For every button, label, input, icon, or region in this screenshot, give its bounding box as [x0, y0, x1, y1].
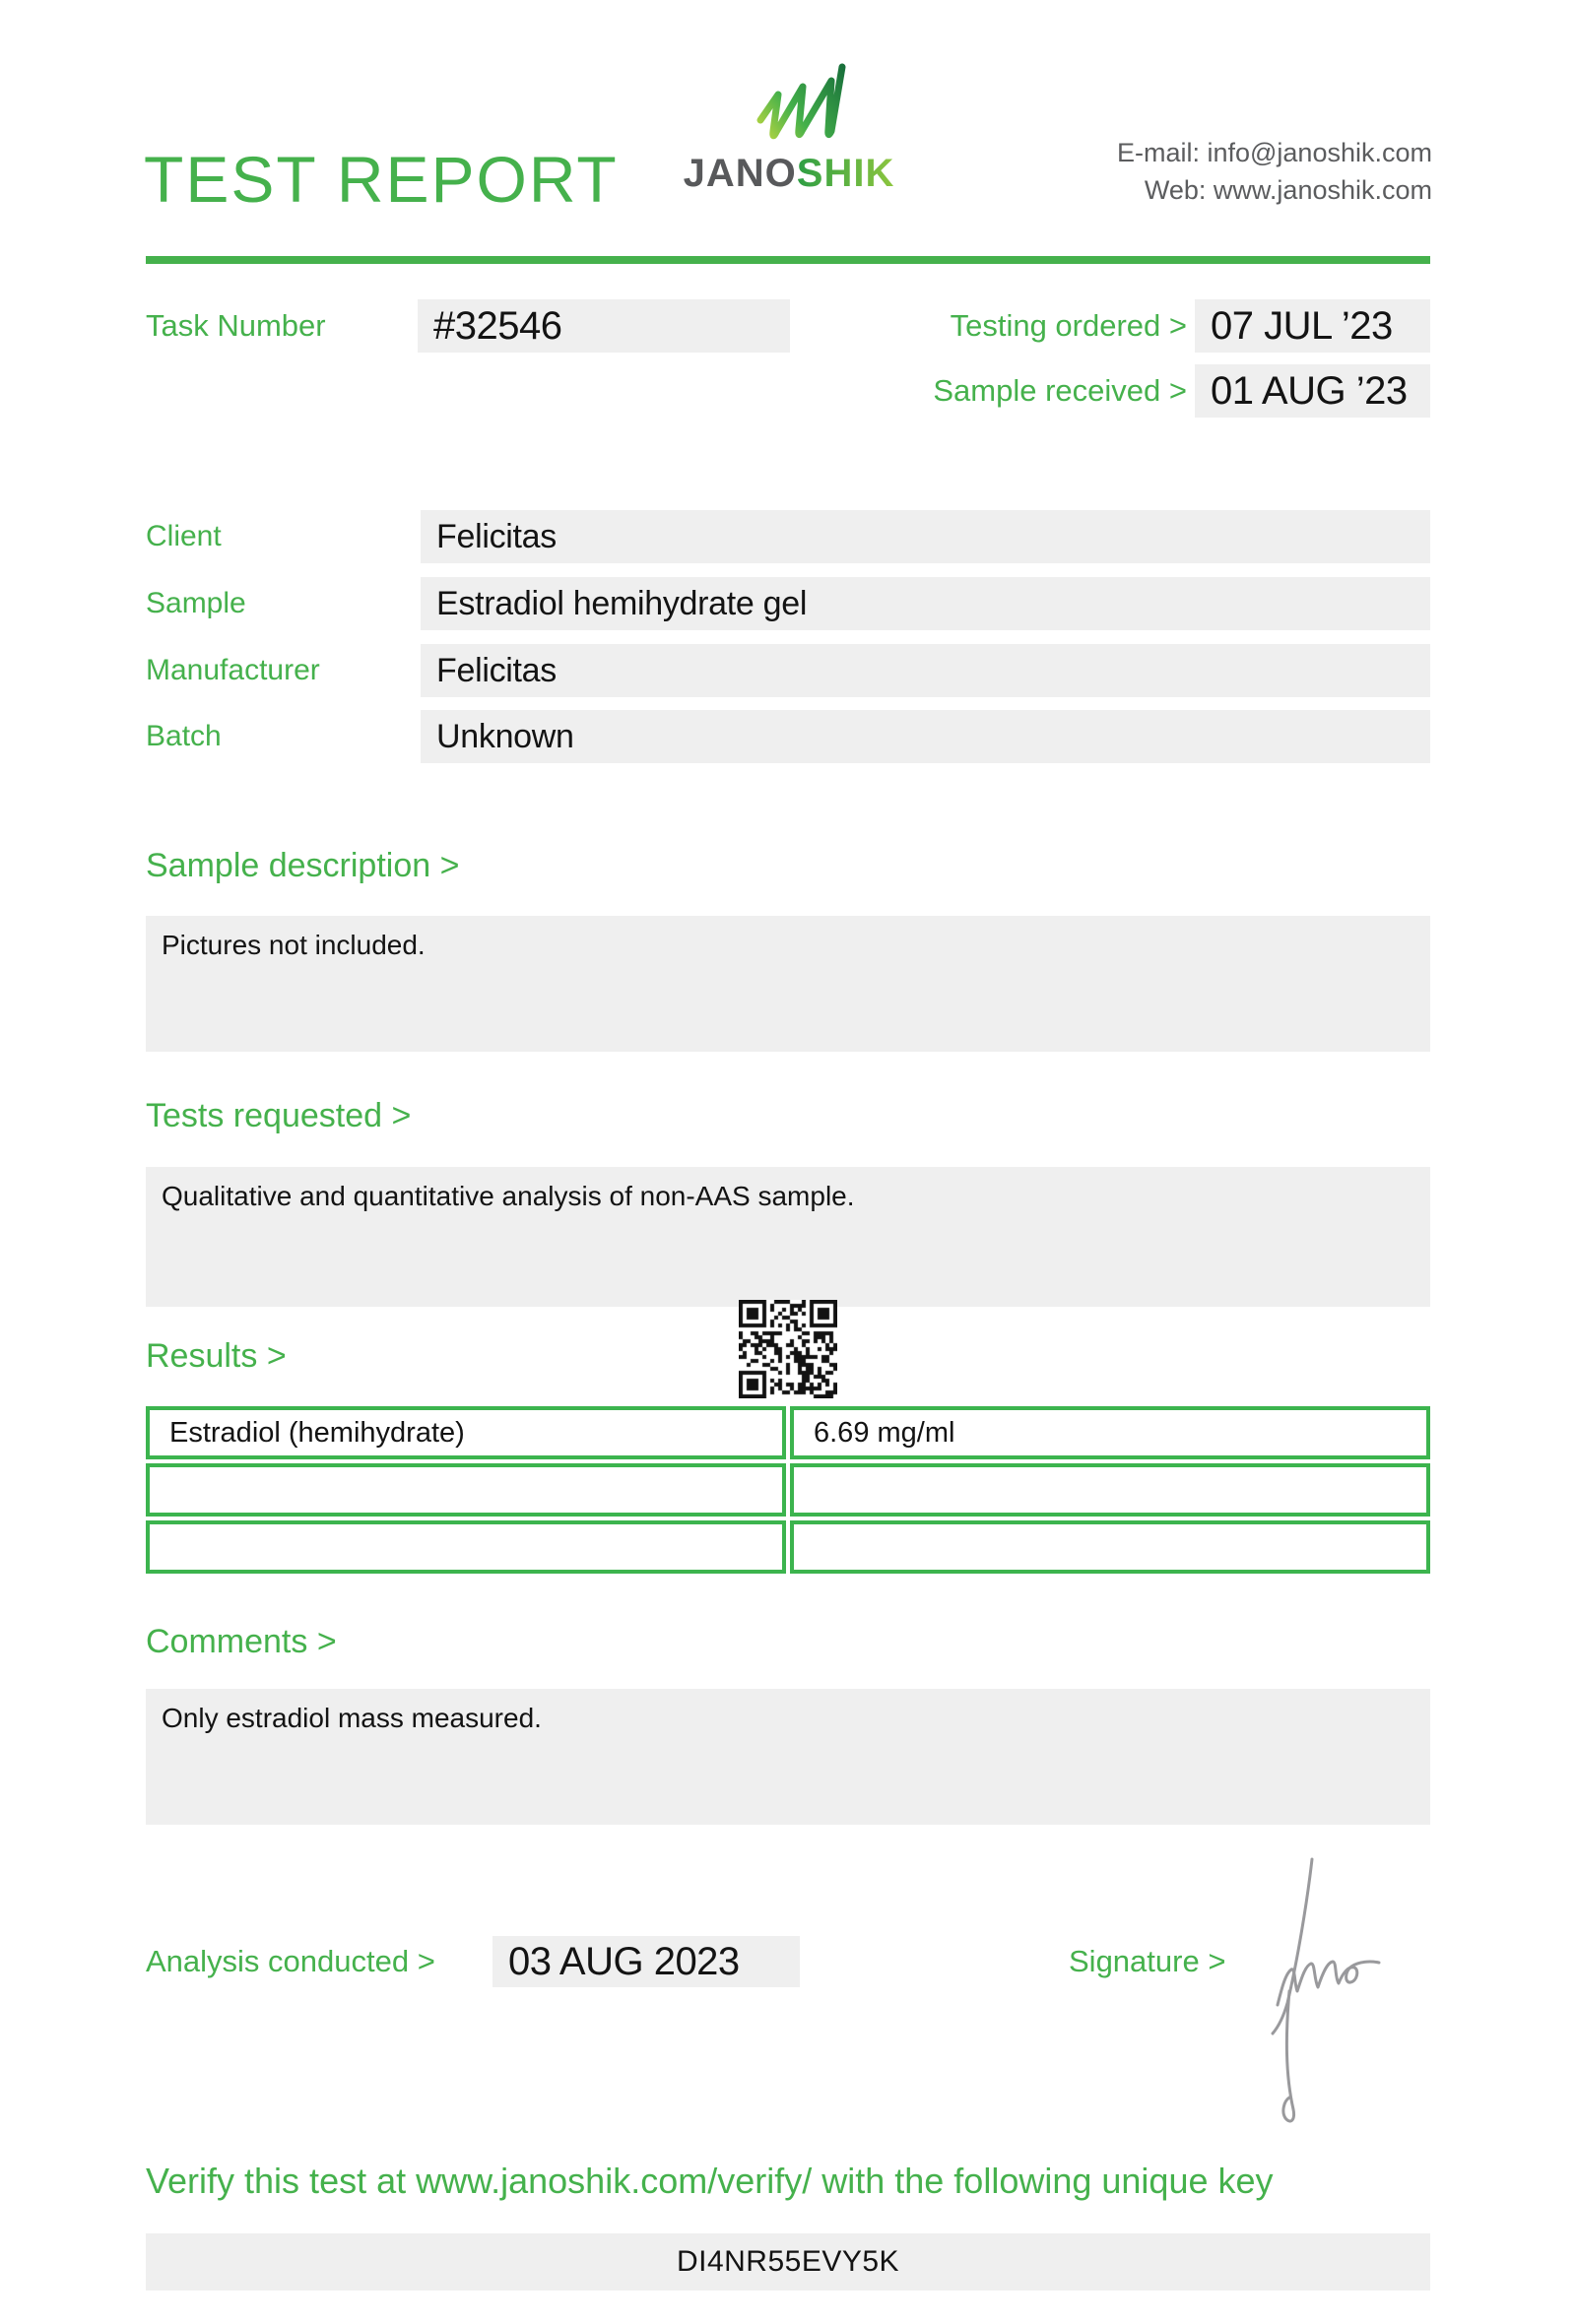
sample-received-label: Sample received >	[933, 373, 1187, 408]
client-label: Client	[146, 520, 222, 552]
result-analyte-cell	[146, 1463, 786, 1517]
batch-value: Unknown	[436, 718, 574, 755]
table-row	[146, 1520, 1430, 1574]
logo-jano: JANO	[683, 152, 797, 195]
task-number-box	[418, 299, 790, 353]
sample-value: Estradiol hemihydrate gel	[436, 585, 808, 622]
verify-instruction: Verify this test at www.janoshik.com/verify/ with the following unique key	[146, 2161, 1274, 2201]
analysis-date-box	[492, 1936, 800, 1987]
sample-box	[421, 577, 1430, 630]
comments-box	[146, 1689, 1430, 1825]
table-row	[146, 1463, 1430, 1517]
tests-requested-box	[146, 1167, 1430, 1307]
tests-requested-heading: Tests requested >	[146, 1097, 412, 1134]
comments-text: Only estradiol mass measured.	[162, 1703, 542, 1733]
result-value-cell: 6.69 mg/ml	[790, 1406, 1430, 1459]
signature-scribble	[1246, 1824, 1443, 2149]
testing-ordered-box	[1195, 299, 1430, 353]
manufacturer-label: Manufacturer	[146, 654, 320, 686]
comments-heading: Comments >	[146, 1623, 337, 1660]
tests-requested-text: Qualitative and quantitative analysis of non-AAS sample.	[162, 1181, 855, 1211]
sample-received-date: 01 AUG ’23	[1211, 369, 1408, 413]
client-box	[421, 510, 1430, 563]
analysis-date: 03 AUG 2023	[508, 1940, 740, 1983]
sample-description-text: Pictures not included.	[162, 930, 426, 960]
testing-ordered-label: Testing ordered >	[950, 308, 1187, 343]
contact-web: Web: www.janoshik.com	[1144, 175, 1432, 205]
sample-label: Sample	[146, 587, 246, 619]
signature-label: Signature >	[1069, 1944, 1226, 1978]
contact-block	[1117, 134, 1432, 209]
sample-received-box	[1195, 364, 1430, 418]
qr-code-icon	[739, 1300, 837, 1398]
client-value: Felicitas	[436, 518, 557, 555]
header-divider	[146, 256, 1430, 264]
batch-box	[421, 710, 1430, 763]
result-value-cell	[790, 1463, 1430, 1517]
page-title: TEST REPORT	[144, 143, 619, 216]
testing-ordered-date: 07 JUL ’23	[1211, 304, 1393, 348]
analysis-conducted-label: Analysis conducted >	[146, 1944, 435, 1978]
unique-key-box	[146, 2233, 1430, 2291]
unique-key-value: DI4NR55EVY5K	[676, 2245, 900, 2278]
batch-label: Batch	[146, 720, 222, 752]
manufacturer-box	[421, 644, 1430, 697]
logo-shik: SHIK	[796, 152, 895, 195]
sample-description-box	[146, 916, 1430, 1052]
result-value-cell	[790, 1520, 1430, 1574]
result-analyte-cell	[146, 1520, 786, 1574]
sample-description-heading: Sample description >	[146, 847, 460, 884]
trend-chart-icon	[727, 63, 851, 146]
janoshik-logo	[645, 63, 933, 196]
logo-wordmark	[645, 152, 933, 196]
results-heading: Results >	[146, 1337, 287, 1375]
task-number-label: Task Number	[146, 308, 326, 343]
manufacturer-value: Felicitas	[436, 652, 557, 689]
result-analyte-cell: Estradiol (hemihydrate)	[146, 1406, 786, 1459]
contact-email: E-mail: info@janoshik.com	[1116, 138, 1432, 167]
task-number-value: #32546	[433, 304, 562, 348]
table-row	[146, 1406, 1430, 1459]
results-table	[146, 1406, 1430, 1574]
